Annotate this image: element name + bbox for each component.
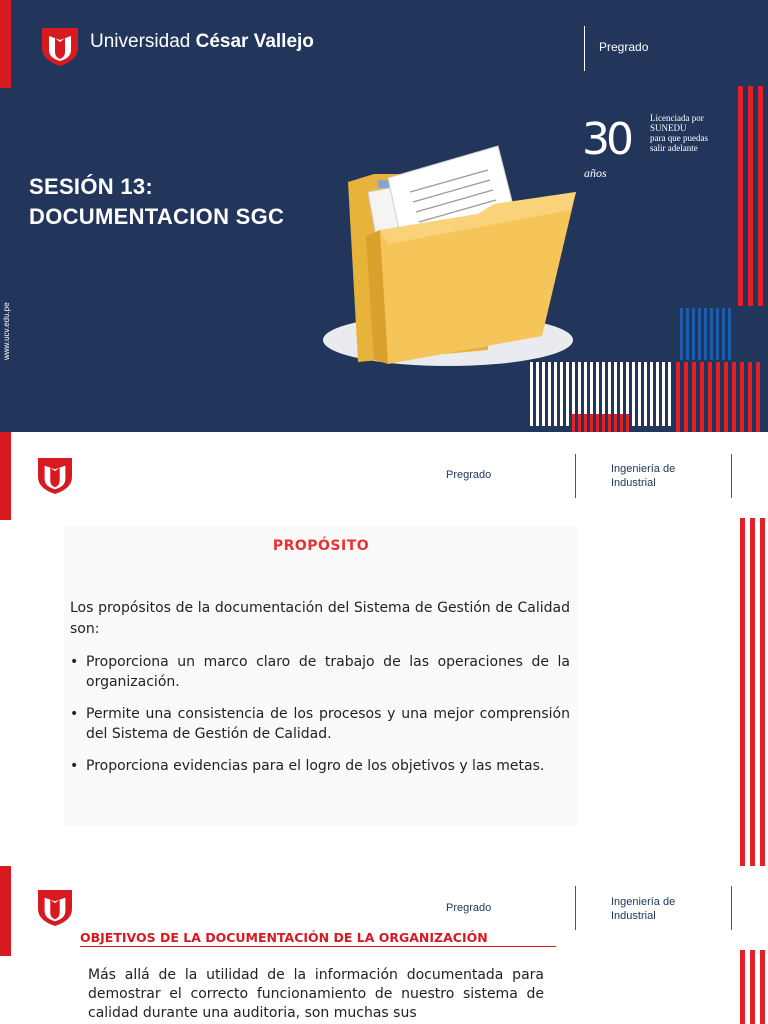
intro-text: Los propósitos de la documentación del Sistema de Gestión de Calidad son: bbox=[70, 600, 570, 637]
left-red-bar bbox=[0, 432, 11, 520]
header-divider bbox=[575, 886, 576, 930]
ucv-logo-icon bbox=[38, 458, 72, 494]
body-text: Más allá de la utilidad de la información documentada para demostrar el correcto funcionamiento de nuestro sistema de calidad durante una auditoria, son muchas sus bbox=[88, 967, 544, 1021]
decorative-stripes bbox=[738, 518, 768, 866]
session-title-line2: DOCUMENTACION SGC bbox=[29, 204, 285, 229]
career-label bbox=[611, 895, 675, 923]
header-divider bbox=[575, 454, 576, 498]
slide-proposito bbox=[0, 432, 768, 866]
career-line2: Industrial bbox=[611, 910, 656, 922]
purpose-list bbox=[70, 652, 570, 788]
header-divider-right bbox=[731, 454, 732, 498]
session-title bbox=[29, 172, 284, 232]
university-name-bold: César Vallejo bbox=[195, 31, 314, 52]
career-label bbox=[611, 462, 675, 490]
left-red-bar bbox=[0, 0, 11, 88]
folder-documents-icon bbox=[318, 140, 580, 374]
section-title: OBJETIVOS DE LA DOCUMENTACIÓN DE LA ORGANIZACIÓN bbox=[80, 930, 488, 945]
content-box bbox=[64, 526, 578, 826]
header-divider bbox=[584, 26, 585, 71]
license-line: SUNEDU bbox=[650, 123, 687, 133]
list-item: • Proporciona evidencias para el logro de los objetivos y las metas. bbox=[70, 756, 570, 776]
slide-cover bbox=[0, 0, 768, 432]
career-line1: Ingeniería de bbox=[611, 463, 676, 475]
slide-objetivos bbox=[0, 866, 768, 1024]
header-divider-right bbox=[731, 886, 732, 930]
license-line: salir adelante bbox=[650, 143, 698, 153]
anniversary-number: 30 bbox=[582, 114, 630, 165]
pregrado-label: Pregrado bbox=[446, 902, 492, 914]
left-red-bar bbox=[0, 866, 11, 956]
license-line: Licenciada por bbox=[650, 113, 704, 123]
website-url: www.ucv.edu.pe bbox=[2, 302, 11, 360]
career-line1: Ingeniería de bbox=[611, 896, 676, 908]
decorative-stripes bbox=[738, 950, 768, 1024]
ucv-logo-icon bbox=[38, 890, 72, 926]
license-line: para que puedas bbox=[650, 133, 708, 143]
career-line2: Industrial bbox=[611, 477, 656, 489]
ucv-logo-icon bbox=[42, 28, 78, 66]
pregrado-label: Pregrado bbox=[599, 40, 649, 54]
list-item: • Proporciona un marco claro de trabajo de las operaciones de la organización. bbox=[70, 652, 570, 692]
list-item: • Permite una consistencia de los procesos y una mejor comprensión del Sistema de Gestión de Calidad. bbox=[70, 704, 570, 744]
session-title-line1: SESIÓN 13: bbox=[29, 174, 154, 199]
pregrado-label: Pregrado bbox=[446, 469, 492, 481]
title-underline bbox=[80, 946, 556, 947]
university-name-light: Universidad bbox=[90, 31, 191, 52]
section-title: PROPÓSITO bbox=[272, 538, 370, 554]
university-name bbox=[90, 31, 314, 53]
anniversary-word: años bbox=[584, 166, 607, 180]
